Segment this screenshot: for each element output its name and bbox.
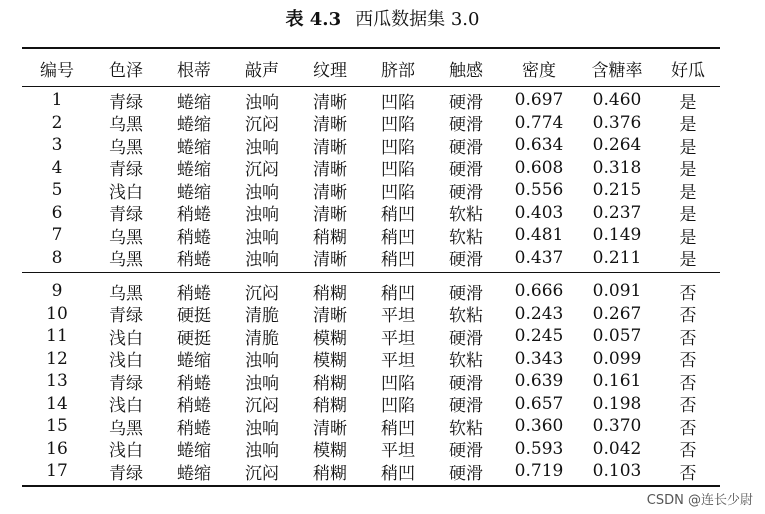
cell-touch: 硬滑: [449, 373, 483, 394]
cell-touch: 软粘: [449, 418, 483, 439]
cell-color: 浅白: [109, 396, 143, 416]
group-separator: [22, 272, 720, 273]
cell-sugar: 0.267: [592, 303, 642, 324]
cell-density: 0.437: [514, 247, 564, 268]
cell-id: 6: [51, 202, 63, 223]
cell-sound: 浊响: [245, 182, 279, 203]
cell-density: 0.593: [514, 438, 564, 459]
cell-root: 稍蜷: [177, 418, 211, 439]
cell-touch: 硬滑: [449, 396, 483, 416]
cell-root: 稍蜷: [177, 396, 211, 416]
table-row: [22, 280, 720, 302]
cell-touch: 硬滑: [449, 160, 483, 180]
cell-id: 1: [51, 90, 63, 110]
cell-texture: 模糊: [313, 351, 347, 371]
cell-sugar: 0.099: [592, 348, 642, 369]
table-row: [22, 89, 720, 111]
cell-id: 15: [46, 416, 68, 436]
cell-color: 青绿: [109, 373, 143, 394]
cell-sugar: 0.149: [592, 225, 642, 245]
cell-id: 12: [46, 348, 68, 369]
cell-label: 否: [679, 328, 697, 349]
cell-label: 否: [679, 441, 697, 461]
cell-sound: 沉闷: [245, 463, 279, 484]
cell-sugar: 0.057: [592, 326, 642, 346]
cell-label: 否: [679, 283, 697, 304]
cell-density: 0.245: [514, 326, 564, 346]
cell-label: 是: [679, 115, 697, 135]
cell-label: 否: [679, 463, 697, 484]
cell-sugar: 0.091: [592, 281, 642, 301]
cell-sound: 沉闷: [245, 115, 279, 135]
table-row: [22, 460, 720, 482]
header-root: 根蒂: [177, 60, 211, 81]
cell-label: 是: [679, 137, 697, 158]
cell-sound: 浊响: [245, 205, 279, 225]
cell-color: 青绿: [109, 205, 143, 225]
cell-density: 0.556: [514, 180, 564, 200]
table-title: 西瓜数据集 3.0: [355, 9, 480, 30]
cell-sound: 沉闷: [245, 160, 279, 180]
table-caption: [0, 8, 765, 32]
header-sound: 敲声: [245, 60, 279, 81]
cell-density: 0.481: [514, 225, 564, 245]
cell-density: 0.343: [514, 348, 564, 369]
cell-density: 0.243: [514, 303, 564, 324]
cell-density: 0.774: [514, 112, 564, 133]
table-row: [22, 247, 720, 269]
cell-sound: 沉闷: [245, 283, 279, 304]
cell-color: 浅白: [109, 441, 143, 461]
cell-touch: 硬滑: [449, 328, 483, 349]
cell-density: 0.608: [514, 157, 564, 178]
cell-label: 否: [679, 351, 697, 371]
cell-texture: 稍糊: [313, 283, 347, 304]
cell-touch: 硬滑: [449, 137, 483, 158]
cell-density: 0.657: [514, 393, 564, 414]
cell-sound: 浊响: [245, 441, 279, 461]
cell-texture: 模糊: [313, 441, 347, 461]
cell-label: 是: [679, 250, 697, 270]
cell-navel: 凹陷: [381, 160, 415, 180]
cell-texture: 清晰: [313, 137, 347, 158]
cell-color: 乌黑: [109, 418, 143, 439]
cell-touch: 硬滑: [449, 283, 483, 304]
cell-density: 0.360: [514, 416, 564, 436]
cell-density: 0.639: [514, 371, 564, 391]
cell-sound: 浊响: [245, 351, 279, 371]
cell-id: 11: [46, 326, 68, 346]
table-row: [22, 134, 720, 156]
cell-id: 9: [51, 281, 63, 301]
cell-id: 16: [46, 438, 68, 459]
table-row: [22, 348, 720, 370]
cell-sugar: 0.161: [592, 371, 642, 391]
cell-texture: 稍糊: [313, 227, 347, 248]
cell-color: 浅白: [109, 182, 143, 203]
header-id: 编号: [40, 60, 74, 81]
cell-touch: 软粘: [449, 227, 483, 248]
table-row: [22, 393, 720, 415]
cell-touch: 硬滑: [449, 92, 483, 113]
cell-sugar: 0.318: [592, 157, 642, 178]
cell-root: 蜷缩: [177, 160, 211, 180]
header-density: 密度: [522, 60, 556, 81]
cell-label: 是: [679, 205, 697, 225]
cell-texture: 清晰: [313, 250, 347, 270]
cell-sugar: 0.103: [592, 461, 642, 481]
table-number: 表 4.3: [285, 9, 342, 30]
cell-sugar: 0.198: [592, 393, 642, 414]
cell-id: 13: [46, 371, 68, 391]
cell-texture: 清晰: [313, 205, 347, 225]
cell-root: 稍蜷: [177, 283, 211, 304]
cell-navel: 稍凹: [381, 227, 415, 248]
cell-label: 否: [679, 396, 697, 416]
cell-color: 乌黑: [109, 250, 143, 270]
cell-root: 稍蜷: [177, 205, 211, 225]
cell-navel: 平坦: [381, 351, 415, 371]
cell-sound: 浊响: [245, 373, 279, 394]
table-row: [22, 224, 720, 246]
cell-navel: 平坦: [381, 441, 415, 461]
cell-texture: 稍糊: [313, 396, 347, 416]
table-row: [22, 303, 720, 325]
cell-navel: 稍凹: [381, 283, 415, 304]
cell-color: 乌黑: [109, 115, 143, 135]
cell-root: 稍蜷: [177, 373, 211, 394]
cell-density: 0.719: [514, 461, 564, 481]
cell-label: 是: [679, 160, 697, 180]
header-label: 好瓜: [671, 60, 705, 81]
cell-texture: 清晰: [313, 160, 347, 180]
cell-label: 是: [679, 182, 697, 203]
cell-id: 7: [51, 225, 63, 245]
cell-color: 青绿: [109, 463, 143, 484]
cell-root: 蜷缩: [177, 441, 211, 461]
cell-sugar: 0.460: [592, 90, 642, 110]
cell-texture: 稍糊: [313, 373, 347, 394]
watermark: CSDN @连长少尉: [646, 493, 753, 508]
cell-id: 3: [51, 135, 63, 155]
cell-texture: 清晰: [313, 182, 347, 203]
table-row: [22, 370, 720, 392]
cell-navel: 平坦: [381, 306, 415, 326]
cell-navel: 稍凹: [381, 463, 415, 484]
cell-label: 否: [679, 373, 697, 394]
cell-color: 乌黑: [109, 283, 143, 304]
cell-sugar: 0.370: [592, 416, 642, 436]
cell-density: 0.697: [514, 90, 564, 110]
table-row: [22, 202, 720, 224]
cell-texture: 清晰: [313, 92, 347, 113]
cell-navel: 凹陷: [381, 137, 415, 158]
cell-sugar: 0.237: [592, 202, 642, 223]
cell-sound: 清脆: [245, 306, 279, 326]
cell-sound: 浊响: [245, 250, 279, 270]
cell-navel: 稍凹: [381, 205, 415, 225]
cell-color: 浅白: [109, 328, 143, 349]
cell-sound: 浊响: [245, 418, 279, 439]
cell-id: 14: [46, 393, 68, 414]
cell-root: 稍蜷: [177, 227, 211, 248]
cell-density: 0.666: [514, 281, 564, 301]
cell-navel: 平坦: [381, 328, 415, 349]
cell-color: 乌黑: [109, 137, 143, 158]
cell-id: 2: [51, 112, 63, 133]
cell-touch: 软粘: [449, 351, 483, 371]
top-rule: [22, 47, 720, 49]
cell-label: 否: [679, 306, 697, 326]
cell-touch: 硬滑: [449, 250, 483, 270]
cell-root: 蜷缩: [177, 463, 211, 484]
table-row: [22, 112, 720, 134]
cell-root: 硬挺: [177, 328, 211, 349]
cell-touch: 硬滑: [449, 115, 483, 135]
cell-sugar: 0.264: [592, 135, 642, 155]
table-row: [22, 325, 720, 347]
cell-color: 青绿: [109, 306, 143, 326]
cell-label: 否: [679, 418, 697, 439]
header-touch: 触感: [449, 60, 483, 81]
cell-id: 5: [51, 180, 63, 200]
cell-texture: 稍糊: [313, 463, 347, 484]
cell-color: 浅白: [109, 351, 143, 371]
cell-color: 青绿: [109, 92, 143, 113]
cell-color: 乌黑: [109, 227, 143, 248]
cell-root: 蜷缩: [177, 137, 211, 158]
cell-navel: 凹陷: [381, 396, 415, 416]
cell-sugar: 0.211: [592, 247, 642, 268]
cell-sound: 清脆: [245, 328, 279, 349]
bottom-rule: [22, 485, 720, 487]
cell-sound: 沉闷: [245, 396, 279, 416]
cell-root: 蜷缩: [177, 351, 211, 371]
cell-sugar: 0.042: [592, 438, 642, 459]
cell-root: 硬挺: [177, 306, 211, 326]
cell-texture: 清晰: [313, 306, 347, 326]
cell-sugar: 0.215: [592, 180, 642, 200]
cell-label: 是: [679, 92, 697, 113]
cell-navel: 凹陷: [381, 373, 415, 394]
header-navel: 脐部: [381, 60, 415, 81]
cell-navel: 凹陷: [381, 115, 415, 135]
table-row: [22, 415, 720, 437]
cell-navel: 稍凹: [381, 418, 415, 439]
cell-root: 蜷缩: [177, 182, 211, 203]
cell-touch: 硬滑: [449, 182, 483, 203]
cell-navel: 稍凹: [381, 250, 415, 270]
header-color: 色泽: [109, 60, 143, 81]
cell-label: 是: [679, 227, 697, 248]
table-row: [22, 179, 720, 201]
cell-id: 4: [51, 157, 63, 178]
cell-touch: 软粘: [449, 306, 483, 326]
header-sugar: 含糖率: [591, 60, 643, 81]
cell-root: 蜷缩: [177, 92, 211, 113]
cell-root: 蜷缩: [177, 115, 211, 135]
cell-touch: 硬滑: [449, 441, 483, 461]
cell-sound: 浊响: [245, 227, 279, 248]
cell-id: 10: [46, 303, 68, 324]
cell-density: 0.634: [514, 135, 564, 155]
table-row: [22, 157, 720, 179]
cell-sound: 浊响: [245, 92, 279, 113]
cell-navel: 凹陷: [381, 92, 415, 113]
cell-id: 17: [46, 461, 68, 481]
header-texture: 纹理: [313, 60, 347, 81]
cell-color: 青绿: [109, 160, 143, 180]
cell-touch: 硬滑: [449, 463, 483, 484]
cell-texture: 清晰: [313, 418, 347, 439]
cell-sound: 浊响: [245, 137, 279, 158]
cell-root: 稍蜷: [177, 250, 211, 270]
cell-density: 0.403: [514, 202, 564, 223]
cell-texture: 模糊: [313, 328, 347, 349]
header-row: [22, 54, 720, 82]
cell-texture: 清晰: [313, 115, 347, 135]
table-row: [22, 438, 720, 460]
cell-touch: 软粘: [449, 205, 483, 225]
cell-id: 8: [51, 247, 63, 268]
cell-sugar: 0.376: [592, 112, 642, 133]
cell-navel: 凹陷: [381, 182, 415, 203]
